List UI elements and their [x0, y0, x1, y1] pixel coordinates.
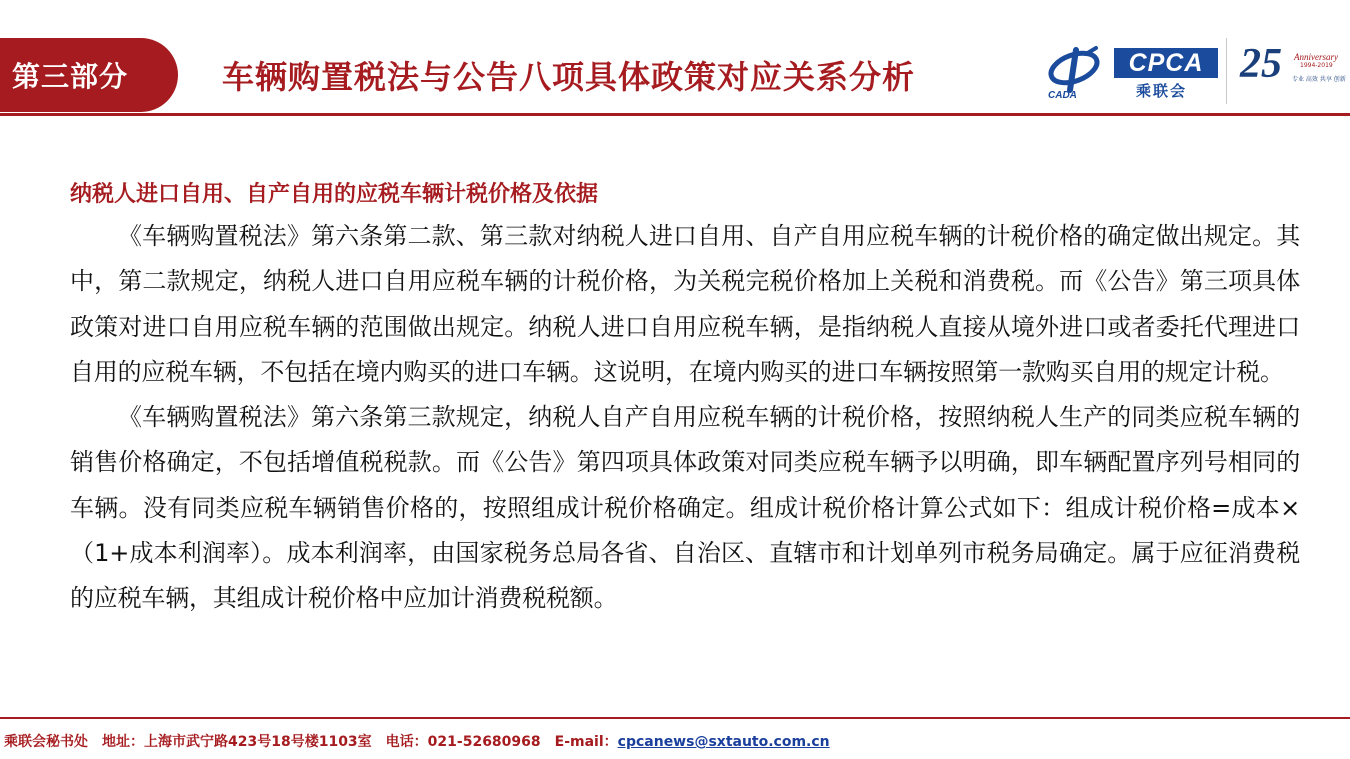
content-body — [70, 176, 1300, 622]
paragraph-1: 《车辆购置税法》第六条第二款、第三款对纳税人进口自用、自产自用应税车辆的计税价格的确定做出规定。其中，第二款规定，纳税人进口自用应税车辆的计税价格，为关税完税价格加上关税和消费税。而《公告》第三项具体政策对进口自用应税车辆的范围做出规定。纳税人进口自用应税车辆，是指纳税人直接从境外进口或者委托代理进口自用的应税车辆，不包括在境内购买的进口车辆。这说明，在境内购买的进口车辆按照第一款购买自用的规定计税。 — [70, 222, 1300, 386]
anniversary-years: 1994-2019 — [1300, 62, 1333, 69]
paragraph-2: 《车辆购置税法》第六条第三款规定，纳税人自产自用应税车辆的计税价格，按照纳税人生产的同类应税车辆的销售价格确定，不包括增值税税款。而《公告》第四项具体政策对同类应税车辆予以明确，即车辆配置序列号相同的车辆。没有同类应税车辆销售价格的，按照组成计税价格确定。组成计税价格计算公式如下：组成计税价格=成本×（1+成本利润率）。成本利润率，由国家税务总局各省、自治区、直辖市和计划单列市税务局确定。属于应征消费税的应税车辆，其组成计税价格中应加计消费税税额。 — [70, 403, 1300, 613]
cada-logo-icon — [1046, 44, 1108, 100]
header — [0, 0, 1350, 116]
anniversary-word: Anniversary — [1294, 52, 1338, 62]
footer-email-label: E-mail： — [554, 734, 618, 750]
footer-org: 乘联会秘书处 — [4, 734, 88, 750]
logo-divider — [1226, 38, 1227, 104]
cpca-subtitle: 乘联会 — [1136, 82, 1188, 100]
cpca-logo: CPCA — [1114, 48, 1218, 78]
anniversary-logo — [1238, 38, 1346, 106]
subheading: 纳税人进口自用、自产自用的应税车辆计税价格及依据 — [70, 182, 599, 207]
footer — [4, 731, 830, 751]
footer-email-link[interactable]: cpcanews@sxtauto.com.cn — [617, 734, 830, 750]
cada-text: CADA — [1048, 90, 1077, 100]
anniversary-number: 25 — [1240, 41, 1282, 87]
footer-phone: 电话：021-52680968 — [385, 734, 541, 750]
logo-area — [1040, 34, 1350, 108]
page-title: 车辆购置税法与公告八项具体政策对应关系分析 — [222, 58, 916, 96]
footer-divider — [0, 717, 1350, 719]
anniversary-tagline: 专业 高效 共享 创新 — [1292, 76, 1346, 83]
header-divider — [0, 113, 1350, 116]
footer-address: 地址：上海市武宁路423号18号楼1103室 — [102, 734, 372, 750]
section-tab: 第三部分 — [0, 38, 178, 112]
